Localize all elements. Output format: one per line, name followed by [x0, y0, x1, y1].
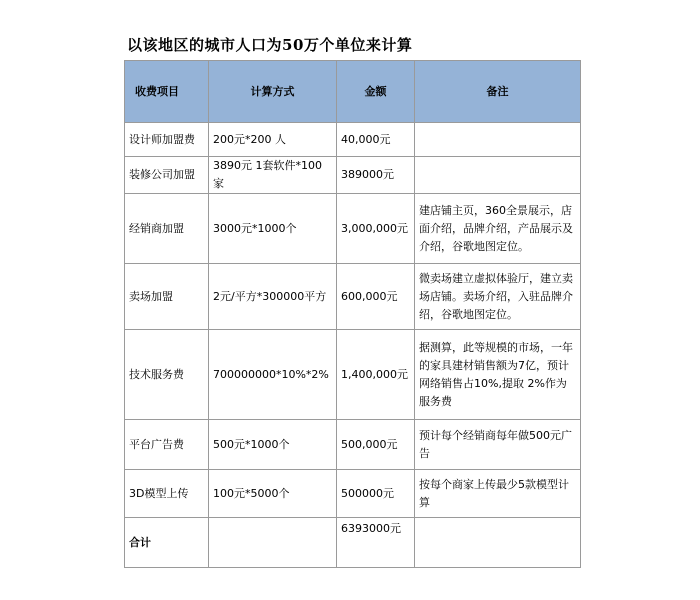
cell-amount: 3,000,000元 — [337, 194, 415, 264]
document-title: 以该地区的城市人口为50万个单位来计算 — [127, 36, 413, 54]
cell-method: 3000元*1000个 — [209, 194, 337, 264]
cell-method: 3890元 1套软件*100家 — [209, 157, 337, 194]
cell-item: 卖场加盟 — [125, 264, 209, 330]
total-amount: 6393000元 — [337, 518, 415, 568]
cell-item: 经销商加盟 — [125, 194, 209, 264]
cell-item: 平台广告费 — [125, 420, 209, 470]
total-label: 合计 — [125, 518, 209, 568]
table-row — [125, 330, 581, 420]
table-row — [125, 264, 581, 330]
cell-method: 2元/平方*300000平方 — [209, 264, 337, 330]
table-header-row — [125, 61, 581, 123]
cell-amount: 389000元 — [337, 157, 415, 194]
cell-item: 3D模型上传 — [125, 470, 209, 518]
cell-amount: 600,000元 — [337, 264, 415, 330]
cell-note: 微卖场建立虚拟体验厅，建立卖场店铺。卖场介绍，入驻品牌介绍，谷歌地图定位。 — [415, 264, 581, 330]
cell-method: 500元*1000个 — [209, 420, 337, 470]
table-total-row — [125, 518, 581, 568]
cell-amount: 500,000元 — [337, 420, 415, 470]
header-item: 收费项目 — [125, 61, 209, 123]
fee-table — [124, 60, 581, 568]
header-amount: 金额 — [337, 61, 415, 123]
cell-note: 预计每个经销商每年做500元广告 — [415, 420, 581, 470]
cell-method: 100元*5000个 — [209, 470, 337, 518]
cell-note — [415, 157, 581, 194]
table-row — [125, 420, 581, 470]
cell-note: 据测算，此等规模的市场，一年的家具建材销售额为7亿，预计网络销售占10%,提取 2%作为服务费 — [415, 330, 581, 420]
table-row — [125, 157, 581, 194]
total-method — [209, 518, 337, 568]
header-note: 备注 — [415, 61, 581, 123]
table-row — [125, 123, 581, 157]
cell-amount: 40,000元 — [337, 123, 415, 157]
total-note — [415, 518, 581, 568]
cell-note: 按每个商家上传最少5款模型计算 — [415, 470, 581, 518]
cell-amount: 500000元 — [337, 470, 415, 518]
cell-note — [415, 123, 581, 157]
cell-item: 技术服务费 — [125, 330, 209, 420]
table-row — [125, 470, 581, 518]
cell-item: 设计师加盟费 — [125, 123, 209, 157]
cell-method: 200元*200 人 — [209, 123, 337, 157]
cell-item: 装修公司加盟 — [125, 157, 209, 194]
header-method: 计算方式 — [209, 61, 337, 123]
cell-amount: 1,400,000元 — [337, 330, 415, 420]
table-row — [125, 194, 581, 264]
cell-method: 700000000*10%*2% — [209, 330, 337, 420]
cell-note: 建店铺主页，360全景展示，店面介绍，品牌介绍，产品展示及介绍，谷歌地图定位。 — [415, 194, 581, 264]
